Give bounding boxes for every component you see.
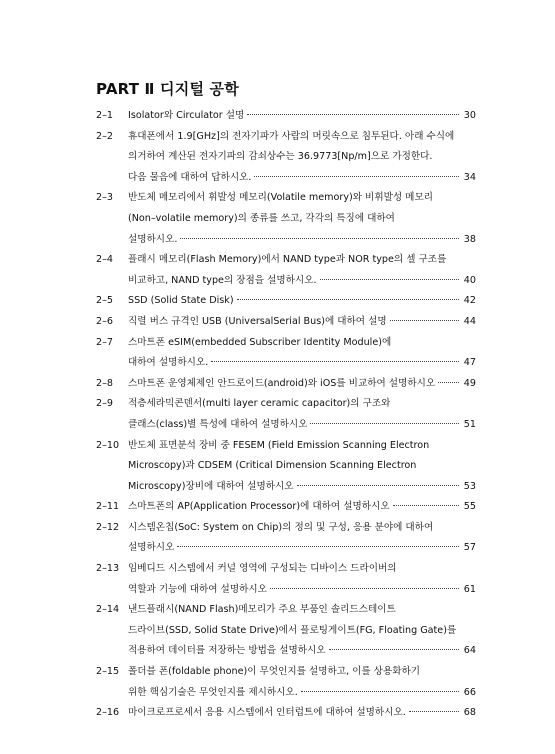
- dot-leader: [211, 361, 459, 362]
- dot-leader: [329, 649, 459, 650]
- entry-title: 폴더블 폰(foldable phone)이 무엇인지를 설명하고, 이를 상용화하기: [128, 666, 421, 678]
- entry-number: 2–12: [96, 521, 120, 533]
- toc-entry-line: [96, 250, 476, 271]
- entry-title: 적층세라믹콘덴서(multi layer ceramic capacitor)의 구조와: [128, 398, 391, 410]
- part-title: PART Ⅱ 디지털 공학: [96, 80, 239, 98]
- dot-leader: [270, 588, 459, 589]
- entry-number: 2–6: [96, 315, 114, 327]
- dot-leader: [409, 711, 459, 712]
- toc-entry-line: [96, 188, 476, 209]
- entry-title: 설명하시오: [128, 542, 175, 554]
- page-number: 53: [463, 480, 476, 492]
- entry-title: Isolator와 Circulator 설명: [128, 110, 245, 121]
- entry-title: 위한 핵심기술은 무엇인지를 제시하시오.: [128, 686, 298, 698]
- entry-title: 클래스(class)별 특성에 대하여 설명하시오: [128, 418, 308, 430]
- dot-leader: [438, 382, 459, 383]
- toc-entry-line: [96, 538, 476, 559]
- entry-number: 2–8: [96, 377, 114, 389]
- page-number: 30: [463, 110, 476, 121]
- page-number: 51: [463, 418, 476, 430]
- entry-title: 낸드플래시(NAND Flash)메모리가 주요 부품인 솔리드스테이트: [128, 604, 396, 616]
- toc-entry-line: [96, 271, 476, 292]
- toc-entry-line: [96, 497, 476, 518]
- toc-entry-line: [96, 559, 476, 580]
- toc-entry-line: [96, 312, 476, 333]
- toc-entry-line: [96, 230, 476, 251]
- toc-entry-line: [96, 518, 476, 539]
- entry-title: (Non–volatile memory)의 종류를 쓰고, 각각의 특징에 대하여: [128, 212, 395, 224]
- entry-number: 2–4: [96, 254, 114, 266]
- page-number: 38: [463, 233, 476, 245]
- dot-leader: [393, 505, 459, 506]
- toc-entry-line: [96, 600, 476, 621]
- toc-entry-line: [96, 353, 476, 374]
- page-number: 57: [463, 542, 476, 554]
- toc-entry-line: [96, 580, 476, 601]
- entry-title: 반도체 표면분석 장비 중 FESEM (Field Emission Scanning Electron: [128, 439, 430, 451]
- dot-leader: [301, 691, 459, 692]
- page-number: 61: [463, 583, 476, 595]
- toc-entry-line: [96, 106, 476, 127]
- entry-title: 다음 물음에 대하여 답하시오.: [128, 171, 252, 183]
- page-number: 55: [463, 501, 476, 513]
- dot-leader: [310, 423, 459, 424]
- entry-number: 2–15: [96, 666, 120, 678]
- page-number: 44: [463, 315, 476, 327]
- entry-title: 의거하여 계산된 전자기파의 감쇠상수는 36.9773[Np/m]으로 가정한다.: [128, 151, 433, 163]
- dot-leader: [177, 546, 459, 547]
- dot-leader: [320, 279, 459, 280]
- entry-title: 비교하고, NAND type의 장점을 설명하시오.: [128, 274, 317, 286]
- table-of-contents: [96, 106, 476, 724]
- entry-title: 시스템온칩(SoC: System on Chip)의 정의 및 구성, 응용 분야에 대하여: [128, 521, 434, 533]
- entry-title: Microscopy)장비에 대하여 설명하시오: [128, 480, 294, 492]
- dot-leader: [297, 485, 459, 486]
- toc-entry-line: [96, 477, 476, 498]
- toc-entry-line: [96, 374, 476, 395]
- toc-entry-line: [96, 456, 476, 477]
- entry-title: 설명하시오.: [128, 233, 178, 245]
- dot-leader: [180, 238, 459, 239]
- entry-title: 드라이브(SSD, Solid State Drive)에서 플로팅게이트(FG, Floating Gate)를: [128, 624, 457, 636]
- page-number: 68: [463, 707, 476, 719]
- entry-number: 2–3: [96, 192, 114, 204]
- toc-entry-line: [96, 621, 476, 642]
- entry-title: 직렬 버스 규격인 USB (UniversalSerial Bus)에 대하여 설명: [128, 315, 387, 327]
- entry-number: 2–1: [96, 110, 114, 121]
- entry-title: 적용하여 데이터를 저장하는 방법을 설명하시오: [128, 645, 326, 657]
- toc-entry-line: [96, 291, 476, 312]
- dot-leader: [237, 299, 459, 300]
- entry-title: 휴대폰에서 1.9[GHz]의 전자기파가 사람의 머릿속으로 침투된다. 아래 수식에: [128, 130, 455, 142]
- toc-entry-line: [96, 209, 476, 230]
- entry-title: Microscopy)과 CDSEM (Critical Dimension Scanning Electron: [128, 460, 417, 472]
- entry-number: 2–14: [96, 604, 120, 616]
- entry-title: 스마트폰 운영체제인 안드로이드(android)와 iOS를 비교하여 설명하시오: [128, 377, 436, 389]
- entry-number: 2–9: [96, 398, 114, 410]
- page-number: 64: [463, 645, 476, 657]
- entry-number: 2–16: [96, 707, 120, 719]
- toc-entry-line: [96, 147, 476, 168]
- toc-entry-line: [96, 415, 476, 436]
- entry-title: 반도체 메모리에서 휘발성 메모리(Volatile memory)와 비휘발성 메모리: [128, 192, 433, 204]
- entry-title: 마이크로프로세서 응용 시스템에서 인터럽트에 대하여 설명하시오.: [128, 707, 406, 719]
- toc-entry-line: [96, 333, 476, 354]
- toc-entry-line: [96, 127, 476, 148]
- entry-title: 플래시 메모리(Flash Memory)에서 NAND type과 NOR type의 셀 구조를: [128, 254, 447, 266]
- toc-entry-line: [96, 641, 476, 662]
- toc-entry-line: [96, 168, 476, 189]
- page-number: 47: [463, 357, 476, 369]
- dot-leader: [390, 320, 459, 321]
- page-number: 49: [463, 377, 476, 389]
- entry-title: 역할과 기능에 대하여 설명하시오: [128, 583, 267, 595]
- entry-number: 2–10: [96, 439, 120, 451]
- page-number: 42: [463, 295, 476, 307]
- dot-leader: [247, 114, 459, 115]
- entry-title: 스마트폰 eSIM(embedded Subscriber Identity Module)에: [128, 336, 392, 348]
- entry-number: 2–7: [96, 336, 114, 348]
- toc-entry-line: [96, 394, 476, 415]
- entry-number: 2–13: [96, 563, 120, 575]
- page-number: 34: [463, 171, 476, 183]
- dot-leader: [254, 176, 459, 177]
- entry-title: SSD (Solid State Disk): [128, 295, 234, 307]
- toc-entry-line: [96, 436, 476, 457]
- toc-entry-line: [96, 662, 476, 683]
- entry-number: 2–11: [96, 501, 120, 513]
- page-number: 40: [463, 274, 476, 286]
- entry-title: 스마트폰의 AP(Application Processor)에 대하여 설명하시오: [128, 501, 390, 513]
- toc-entry-line: [96, 703, 476, 724]
- entry-number: 2–5: [96, 295, 114, 307]
- page-number: 66: [463, 686, 476, 698]
- toc-entry-line: [96, 683, 476, 704]
- entry-title: 대하여 설명하시오.: [128, 357, 209, 369]
- entry-title: 임베디드 시스템에서 커널 영역에 구성되는 디바이스 드라이버의: [128, 563, 397, 575]
- entry-number: 2–2: [96, 130, 114, 142]
